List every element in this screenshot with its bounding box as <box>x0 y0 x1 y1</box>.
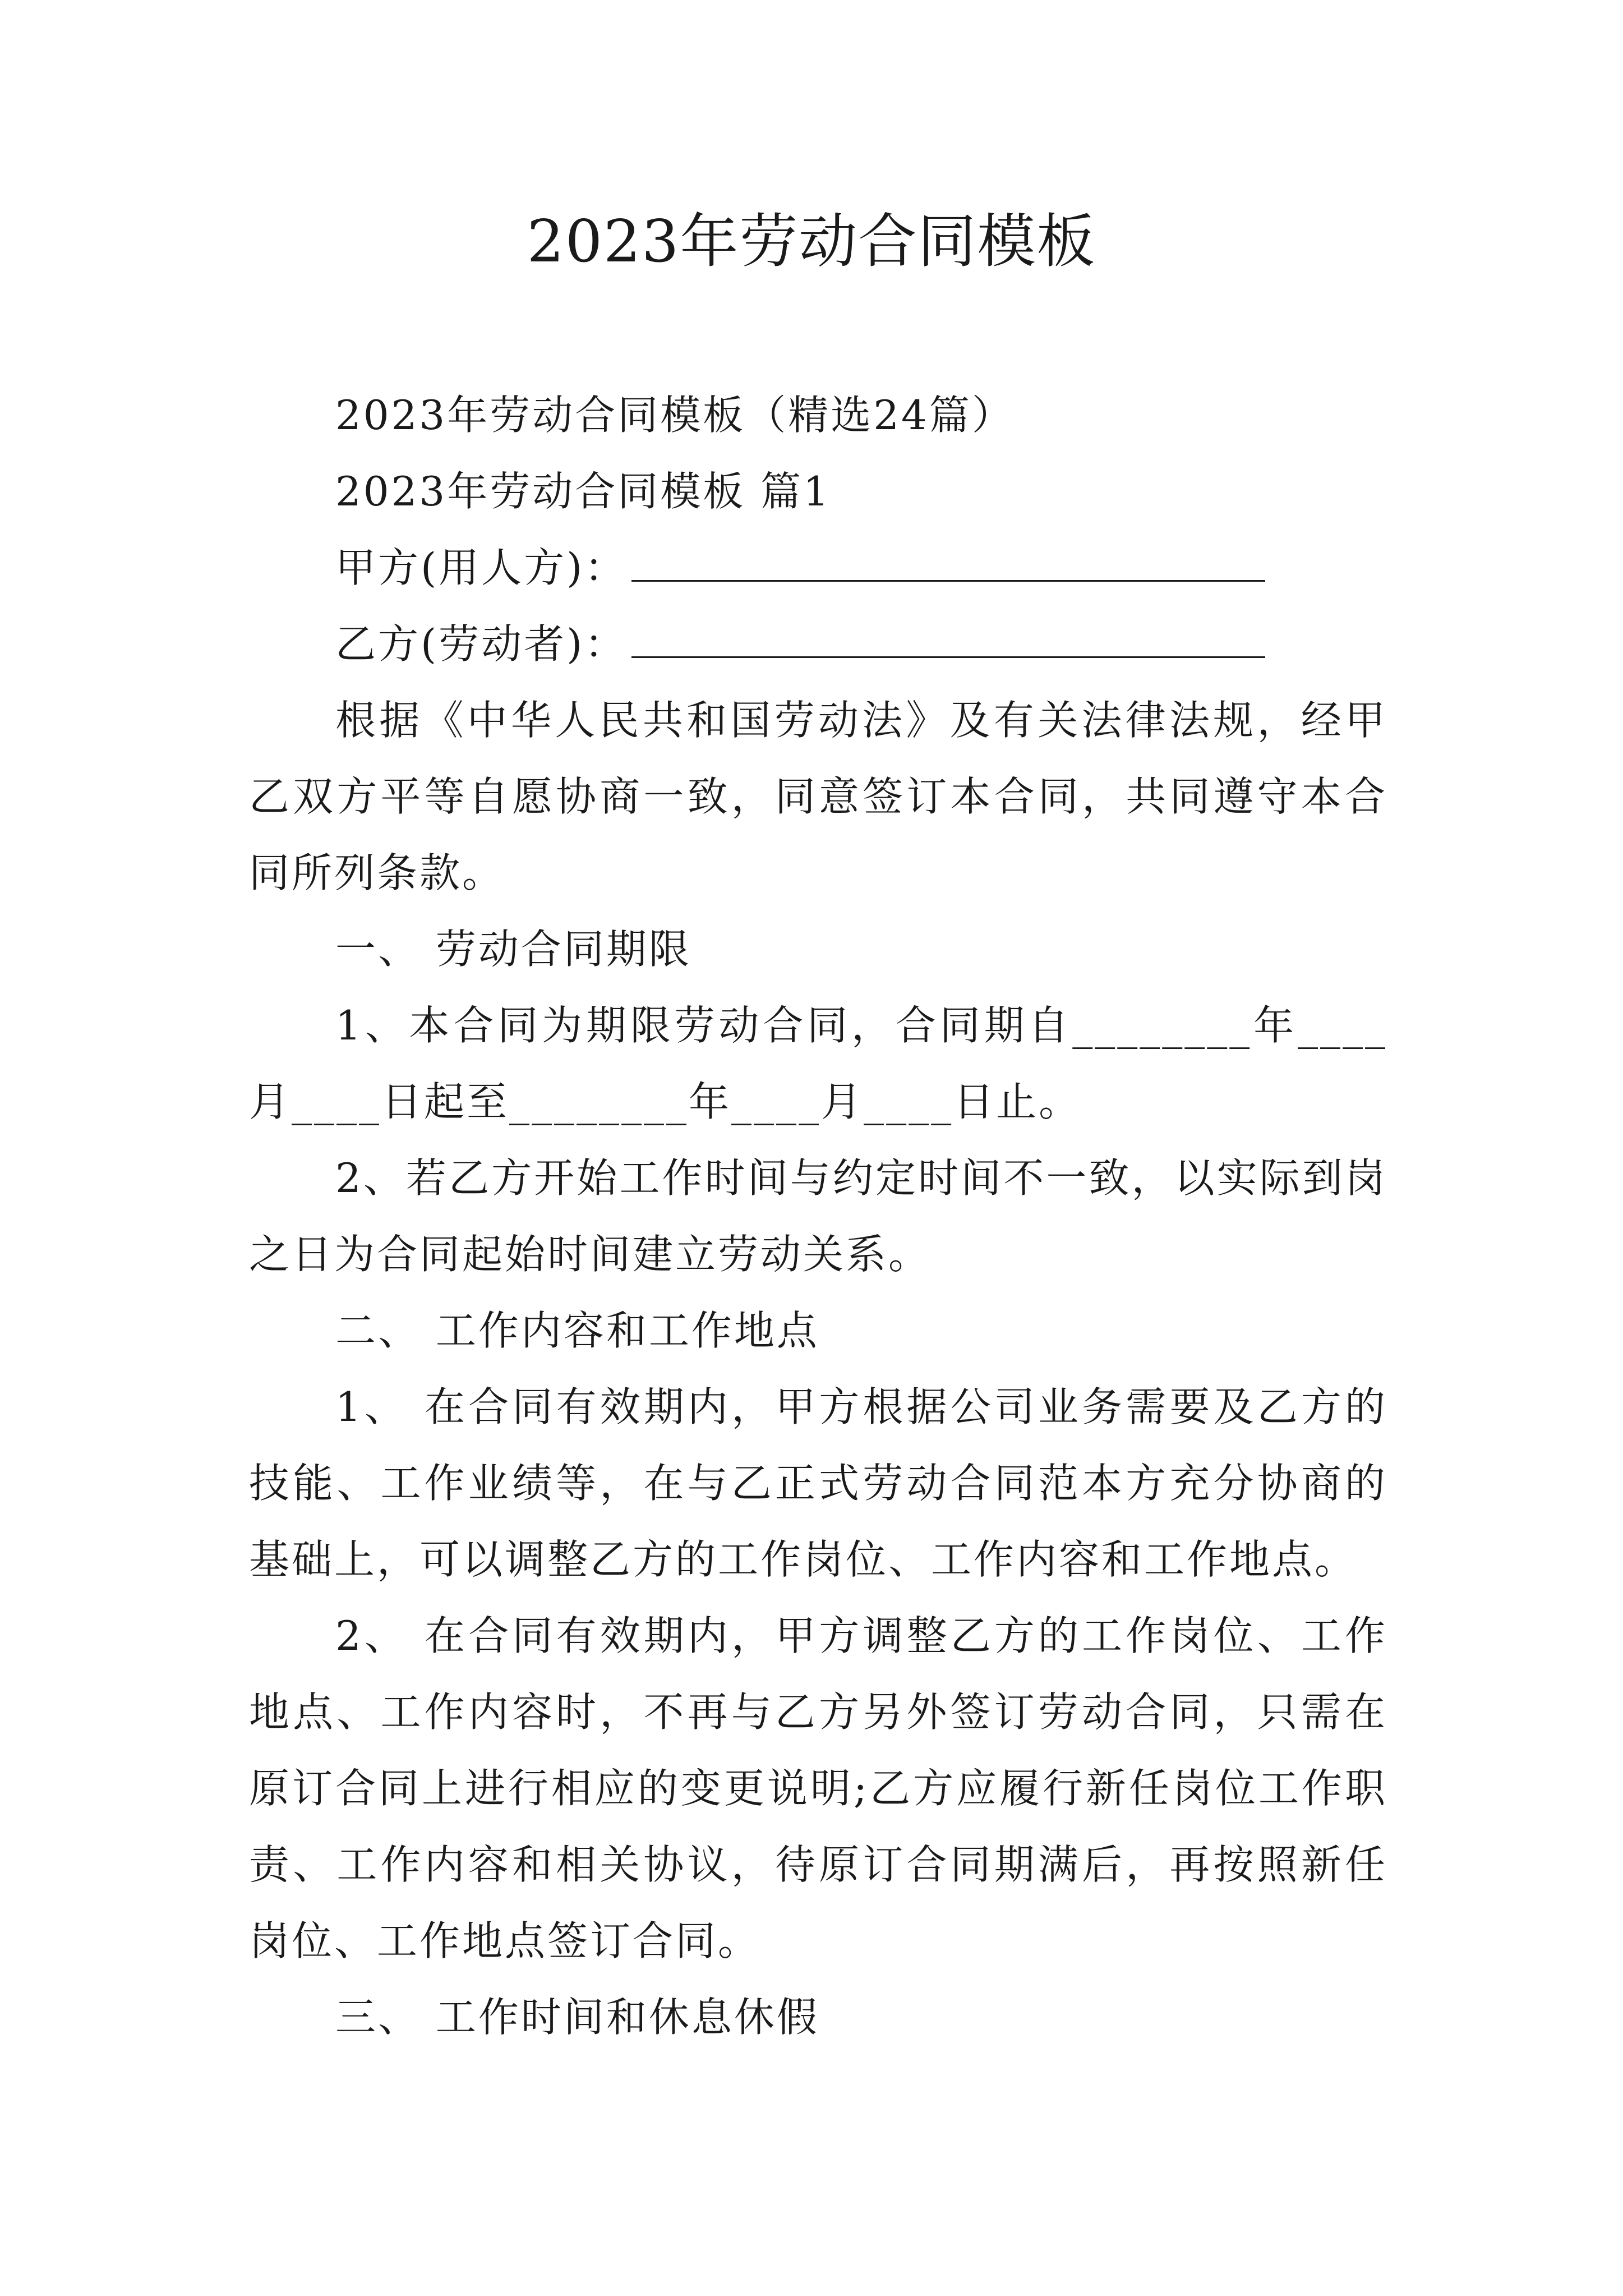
clause-text: 年 <box>689 1078 732 1125</box>
blank-start-year: ________ <box>1072 1002 1252 1049</box>
section-heading: 2023年劳动合同模板 篇1 <box>335 468 831 515</box>
blank-end-year: ________ <box>509 1078 689 1125</box>
party-a-line <box>249 530 1387 606</box>
heading-term: 一、 劳动合同期限 <box>335 926 691 973</box>
blank-end-day: ____ <box>864 1078 954 1125</box>
blank-start-day: ____ <box>292 1078 382 1125</box>
clause-adjust-position: 1、 在合同有效期内，甲方根据公司业务需要及乙方的技能、工作业绩等，在与乙正式劳动合同范本方充分协商的基础上，可以调整乙方的工作岗位、工作内容和工作地点。 <box>249 1383 1387 1583</box>
party-b-label: 乙方(劳动者)： <box>335 620 628 668</box>
clause-start-date: 2、若乙方开始工作时间与约定时间不一致，以实际到岗之日为合同起始时间建立劳动关系。 <box>249 1154 1387 1278</box>
clause-text: 月 <box>249 1078 292 1125</box>
blank-end-month: ____ <box>731 1078 822 1125</box>
party-a-label: 甲方(用人方)： <box>335 544 628 591</box>
clause-text: 年 <box>1252 1002 1298 1049</box>
party-b-blank <box>631 616 1265 658</box>
document-subtitle: 2023年劳动合同模板（精选24篇） <box>335 392 1015 439</box>
party-a-blank <box>631 540 1265 582</box>
clause-term-period <box>249 987 1387 1140</box>
document-title: 2023年劳动合同模板 <box>527 207 1096 275</box>
clause-text: 日起至 <box>381 1078 510 1125</box>
clause-change-description: 2、 在合同有效期内，甲方调整乙方的工作岗位、工作地点、工作内容时，不再与乙方另外签订劳动合同，只需在原订合同上进行相应的变更说明;乙方应履行新任岗位工作职责、工作内容和相关协议，待原订合同期满后，再按照新任岗位、工作地点签订合同。 <box>249 1612 1387 1964</box>
intro-paragraph: 根据《中华人民共和国劳动法》及有关法律法规，经甲乙双方平等自愿协商一致，同意签订本合同，共同遵守本合同所列条款。 <box>249 697 1387 896</box>
clause-text: 月 <box>821 1078 864 1125</box>
heading-working-hours: 三、 工作时间和休息休假 <box>335 1994 819 2041</box>
blank-start-month: ____ <box>1297 1002 1387 1049</box>
party-b-line <box>249 606 1387 682</box>
clause-text: 1、本合同为期限劳动合同，合同期自 <box>335 1002 1073 1049</box>
document-body <box>249 377 1387 2055</box>
heading-work-content: 二、 工作内容和工作地点 <box>335 1307 819 1354</box>
clause-text: 日止。 <box>953 1078 1082 1125</box>
